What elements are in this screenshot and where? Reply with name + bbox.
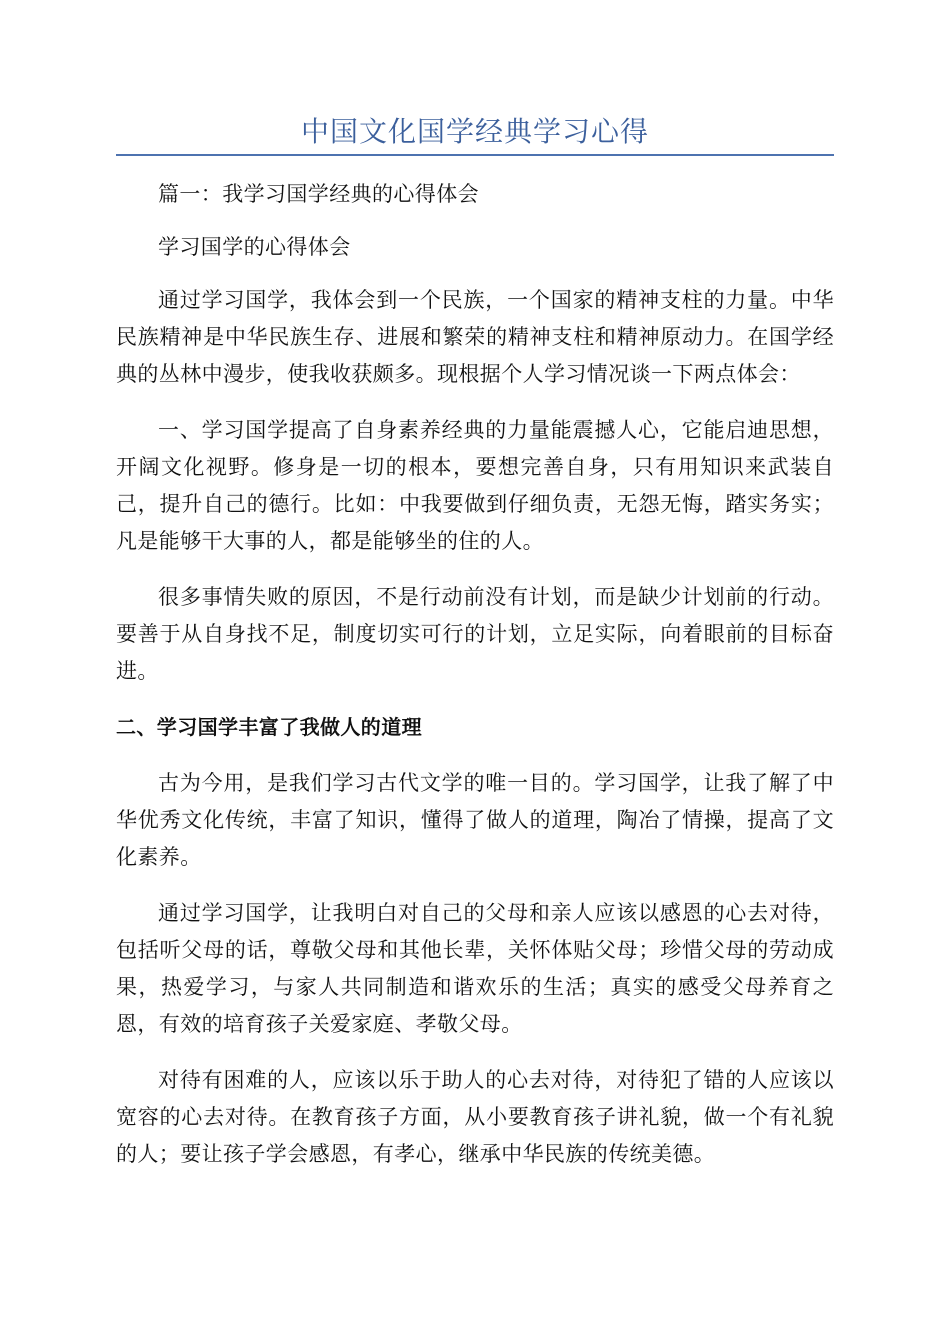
- document-body: [116, 176, 834, 1192]
- section-heading: 二、学习国学丰富了我做人的道理: [116, 715, 422, 739]
- paragraph: 古为今用，是我们学习古代文学的唯一目的。学习国学，让我了解了中华优秀文化传统，丰富了知识，懂得了做人的道理，陶冶了情操，提高了文化素养。: [116, 771, 834, 869]
- document-title: 中国文化国学经典学习心得: [300, 115, 649, 148]
- paragraph: 很多事情失败的原因，不是行动前没有计划，而是缺少计划前的行动。要善于从自身找不足，制度切实可行的计划，立足实际，向着眼前的目标奋进。: [116, 585, 834, 683]
- subtitle-study-experience: 学习国学的心得体会: [158, 235, 351, 259]
- paragraph: 通过学习国学，让我明白对自己的父母和亲人应该以感恩的心去对待，包括听父母的话，尊敬父母和其他长辈，关怀体贴父母；珍惜父母的劳动成果，热爱学习，与家人共同制造和谐欢乐的生活；真实的感受父母养育之恩，有效的培育孩子关爱家庭、孝敬父母。: [116, 901, 834, 1036]
- subtitle-part-one: 篇一：我学习国学经典的心得体会: [158, 182, 479, 206]
- paragraph: 一、学习国学提高了自身素养经典的力量能震撼人心，它能启迪思想，开阔文化视野。修身是一切的根本，要想完善自身，只有用知识来武装自己，提升自己的德行。比如：中我要做到仔细负责，无怨无悔，踏实务实；凡是能够干大事的人，都是能够坐的住的人。: [116, 418, 834, 553]
- paragraph: 通过学习国学，我体会到一个民族，一个国家的精神支柱的力量。中华民族精神是中华民族生存、进展和繁荣的精神支柱和精神原动力。在国学经典的丛林中漫步，使我收获颇多。现根据个人学习情况谈一下两点体会：: [116, 288, 834, 386]
- title-underline: [116, 154, 834, 156]
- paragraph: 对待有困难的人，应该以乐于助人的心去对待，对待犯了错的人应该以宽容的心去对待。在教育孩子方面，从小要教育孩子讲礼貌，做一个有礼貌的人；要让孩子学会感恩，有孝心，继承中华民族的传统美德。: [116, 1068, 834, 1166]
